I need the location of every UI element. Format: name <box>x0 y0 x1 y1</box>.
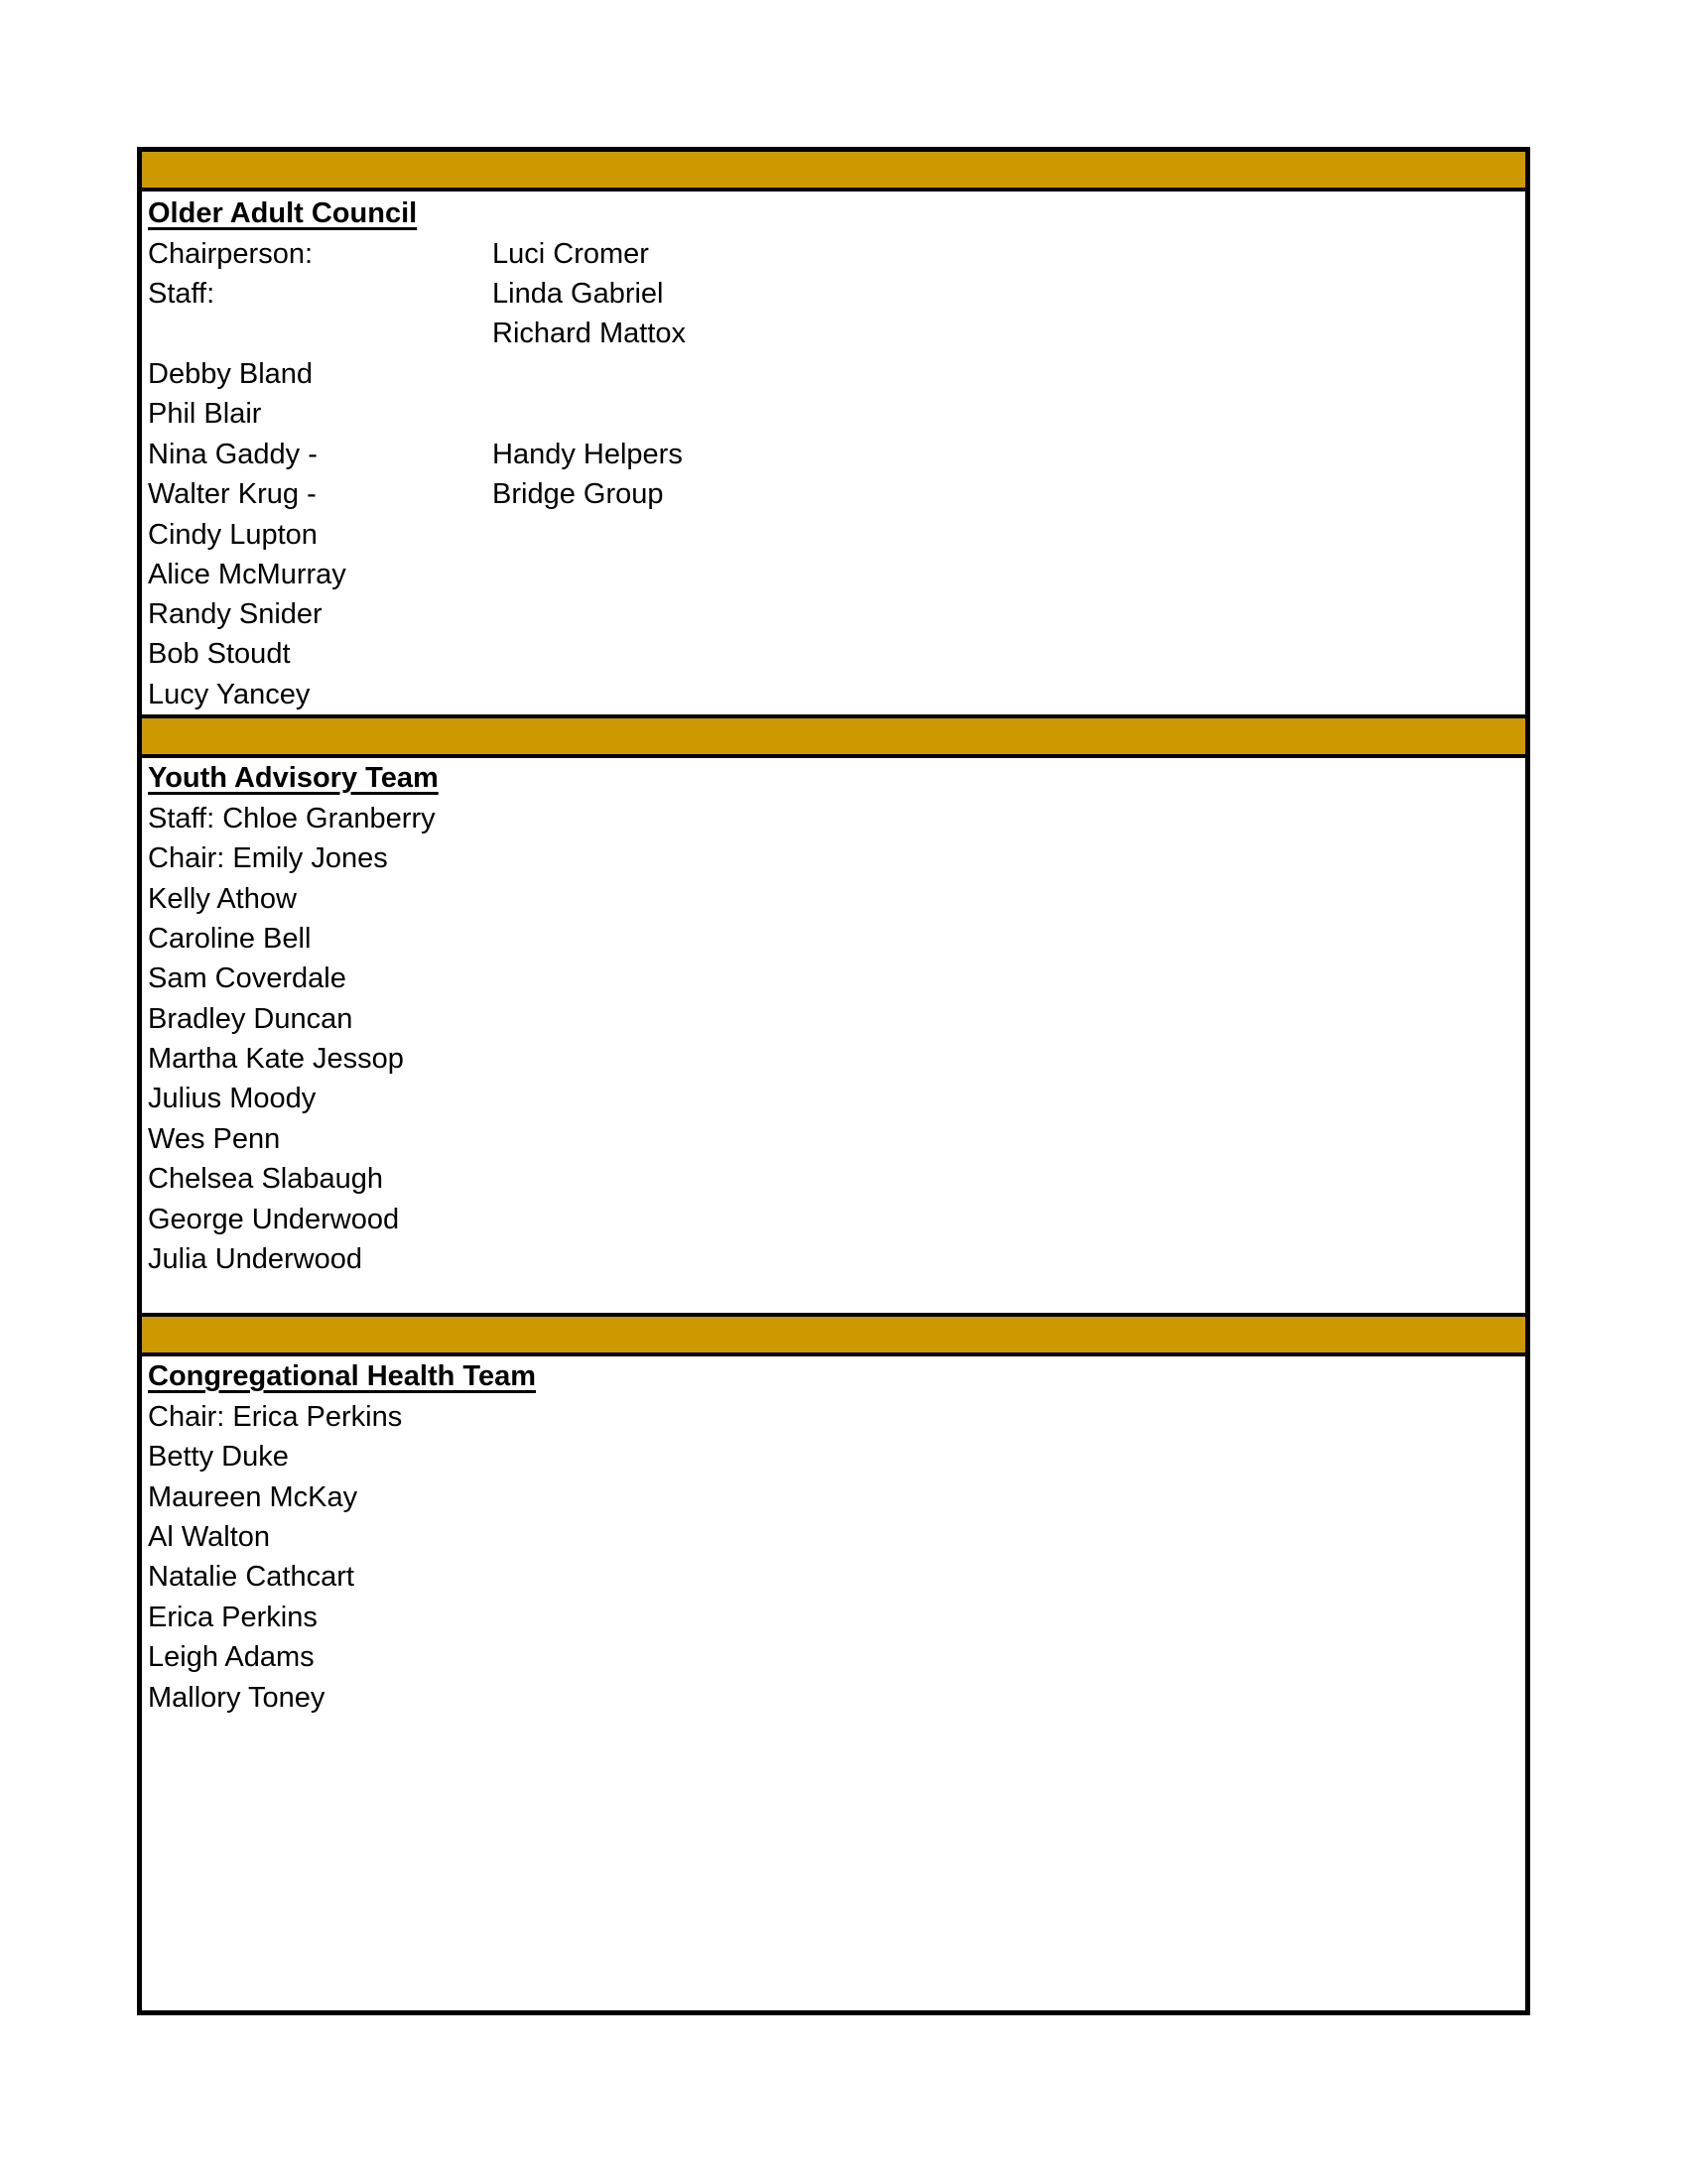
roster-member: Leigh Adams <box>148 1641 315 1673</box>
section-header-band <box>142 1313 1525 1356</box>
roster-member: Kelly Athow <box>148 883 297 915</box>
roster-member: Alice McMurray <box>148 559 346 590</box>
section-title: Youth Advisory Team <box>148 762 439 794</box>
roster-value: Richard Mattox <box>492 318 687 349</box>
roster-group: Bridge Group <box>492 478 664 510</box>
roster-member: Chair: Erica Perkins <box>148 1401 403 1433</box>
roster-member: Lucy Yancey <box>148 679 311 710</box>
roster-member: Maureen McKay <box>148 1481 358 1513</box>
section-header-band <box>142 714 1525 758</box>
roster-member: Sam Coverdale <box>148 963 346 994</box>
roster-member: Natalie Cathcart <box>148 1561 354 1593</box>
roster-member: Wes Penn <box>148 1123 281 1155</box>
roster-member: Caroline Bell <box>148 923 312 955</box>
roster-member: Cindy Lupton <box>148 519 318 551</box>
roster-group: Handy Helpers <box>492 439 683 470</box>
roster-member: Phil Blair <box>148 398 262 430</box>
roster-member: Staff: Chloe Granberry <box>148 803 436 835</box>
roster-member: Julia Underwood <box>148 1243 363 1275</box>
roster-member: Debby Bland <box>148 358 314 390</box>
roster-member: Randy Snider <box>148 598 323 630</box>
roster-label: Staff: <box>148 278 215 310</box>
roster-member: Nina Gaddy - <box>148 439 318 470</box>
roster-label: Chairperson: <box>148 238 314 270</box>
roster-member: Bob Stoudt <box>148 638 291 670</box>
roster-member: Martha Kate Jessop <box>148 1043 404 1075</box>
roster-value: Luci Cromer <box>492 238 649 270</box>
roster-member: Chair: Emily Jones <box>148 842 388 874</box>
roster-member: Julius Moody <box>148 1083 317 1114</box>
roster-value: Linda Gabriel <box>492 278 664 310</box>
roster-member: George Underwood <box>148 1204 400 1235</box>
roster-member: Bradley Duncan <box>148 1003 353 1035</box>
roster-member: Mallory Toney <box>148 1682 325 1714</box>
roster-member: Chelsea Slabaugh <box>148 1163 384 1195</box>
roster-member: Betty Duke <box>148 1441 289 1473</box>
roster-member: Erica Perkins <box>148 1602 318 1633</box>
roster-frame <box>137 147 1530 2015</box>
section-title: Congregational Health Team <box>148 1360 537 1392</box>
section-header-band <box>142 152 1525 192</box>
roster-member: Walter Krug - <box>148 478 317 510</box>
roster-member: Al Walton <box>148 1521 271 1553</box>
section-title: Older Adult Council <box>148 197 418 229</box>
